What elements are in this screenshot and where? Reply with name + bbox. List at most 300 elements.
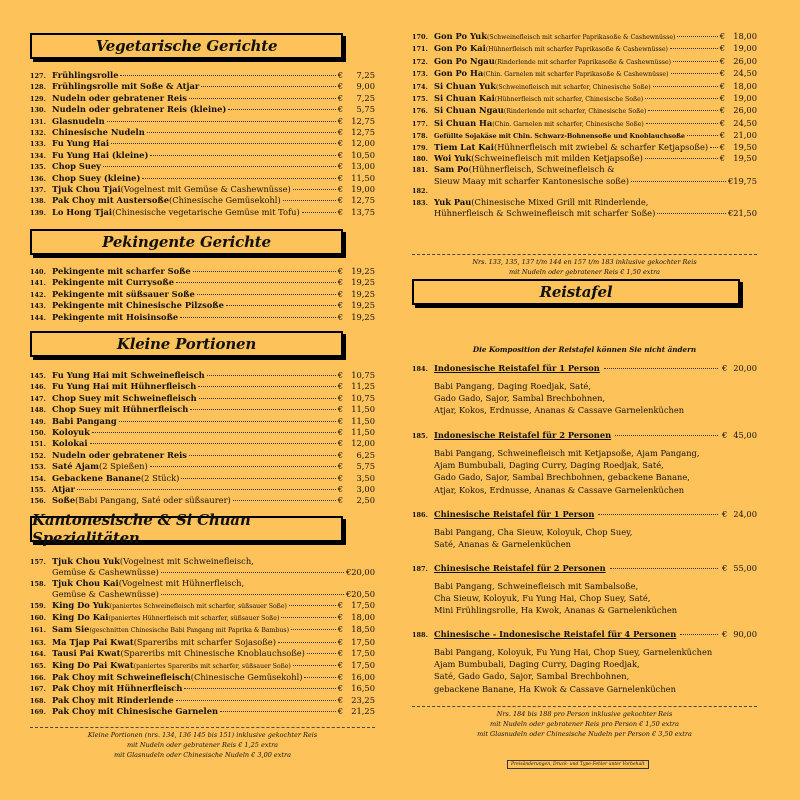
dot-leader [615, 435, 718, 436]
reistafel-heading [412, 430, 757, 442]
reistafel-content-line: Babi Pangang, Schweinefleisch mit Ketjapsoße, Ajam Pangang, [434, 448, 700, 458]
item-description: (Schweinefleisch mit milden Ketjapsoße) [471, 153, 643, 164]
item-price [338, 93, 375, 103]
menu-item [30, 660, 375, 672]
price-value: 3,00 [356, 484, 375, 495]
note-line: Kleine Portionen (nrs. 134, 136 145 bis 151) inklusive gekochter Reis [87, 731, 318, 739]
item-price [338, 683, 375, 693]
item-name: Nudeln oder gebratener Reis [52, 449, 187, 460]
item-name: Frühlingsrolle mit Soße & Atjar [52, 81, 200, 92]
item-price [338, 393, 375, 403]
item-name: Si Chuan Kai [434, 93, 495, 104]
menu-item [30, 381, 375, 392]
menu-item [412, 68, 757, 80]
price-value: 17,50 [351, 636, 375, 647]
item-name: Sam Po [434, 164, 469, 175]
item-name: Gon Po Ha [434, 68, 484, 79]
price-value: 19,25 [351, 288, 375, 299]
item-name: Fu Yung Hai [52, 138, 109, 149]
item-description: (Chinesische vegetarische Gemüse mit Tofu) [112, 206, 300, 217]
price-value: 19,00 [733, 43, 757, 54]
item-name: Glasnudeln [52, 115, 105, 126]
item-price [722, 430, 757, 441]
reistafel-name: Chinesische Reistafel für 2 Personen [434, 563, 606, 573]
currency: € [337, 127, 343, 138]
menu-item [30, 116, 375, 127]
item-number: 177. [412, 119, 428, 128]
item-price [338, 600, 375, 610]
section-header-reistafel [412, 279, 740, 305]
item-number: 159. [30, 601, 46, 610]
note-line: mit Glasnudeln oder Chinesische Nudeln per Person € 3,50 extra [477, 730, 692, 738]
dot-leader [180, 317, 336, 318]
dot-leader [283, 200, 336, 201]
menu-item [412, 43, 757, 55]
reistafel-name: Indonesische Reistafel für 2 Personen [434, 430, 612, 440]
dot-leader [220, 711, 336, 712]
item-name: Gon Po Kai [434, 43, 486, 54]
item-price [728, 208, 757, 218]
item-number: 167. [30, 685, 46, 694]
price-value: 10,75 [351, 392, 375, 403]
item-name: Pekingente mit Hoisinsoße [52, 311, 179, 322]
currency: € [719, 117, 725, 128]
item-name: Tiem Lat Kai [434, 141, 494, 152]
dot-leader [189, 455, 336, 456]
currency: € [337, 288, 343, 299]
menu-item [412, 130, 757, 141]
price-value: 9,00 [356, 81, 375, 92]
currency: € [719, 80, 725, 91]
item-description: (Schweinefleisch mit scharfer, Chinesische Soße) [495, 83, 651, 91]
reistafel-heading [412, 563, 757, 575]
currency: € [337, 495, 343, 506]
currency: € [337, 206, 343, 217]
reistafel-content-line: Atjar, Kokos, Erdnusse, Ananas & Cassave Garnelenküchen [434, 405, 685, 416]
dot-leader [107, 121, 336, 122]
dot-leader [278, 642, 336, 643]
dot-leader [281, 617, 335, 618]
section-title: Pekingente Gerichte [102, 233, 271, 251]
currency: € [337, 266, 343, 276]
reistafel-heading [412, 629, 757, 641]
currency: € [719, 105, 725, 116]
currency: € [337, 81, 343, 92]
price-value: 19,50 [733, 141, 757, 152]
item-description: Gemüse & Cashewnüsse) [52, 567, 159, 578]
item-number: 165. [30, 661, 46, 670]
price-value: 16,50 [351, 683, 375, 694]
currency: € [721, 430, 728, 440]
reistafel-content-line: Babi Pangang, Daging Roedjak, Saté, [434, 381, 591, 391]
dot-leader [150, 155, 335, 156]
item-name: Pekingente mit scharfer Soße [52, 266, 191, 276]
currency: € [345, 567, 352, 578]
dot-leader [198, 386, 335, 387]
item-number: 174. [412, 82, 428, 91]
dot-leader [142, 178, 335, 179]
currency: € [337, 115, 343, 126]
item-name: Soße [52, 495, 76, 506]
item-price [338, 672, 375, 682]
item-number: 127. [30, 72, 46, 80]
item-name: Woi Yuk [434, 153, 472, 164]
price-value: 11,25 [351, 381, 375, 392]
item-description: (paniertes Schweinefleisch mit scharfer, süßsauer Soße) [109, 602, 287, 610]
currency: € [337, 172, 343, 183]
item-description: (Schweinefleisch mit scharfer Paprikasoße & Cashewnüsse) [486, 34, 676, 41]
item-description: (paniertes Spareribs mit scharfer, süßsauer Soße) [133, 662, 291, 670]
item-price [720, 105, 757, 115]
price-value: 11,50 [351, 427, 375, 438]
menu-item [30, 300, 375, 311]
menu-item [30, 138, 375, 149]
item-number: 171. [412, 45, 428, 54]
item-description: (Spareribs mit scharfer Sojasoße) [133, 636, 276, 647]
menu-item [30, 695, 375, 706]
item-price [722, 509, 757, 520]
reistafel-content-line: gebackene Banane, Ha Kwok & Cassave Garnelenküchen [434, 683, 676, 694]
currency: € [337, 694, 343, 705]
menu-item [30, 150, 375, 161]
currency: € [337, 184, 343, 195]
price-value: 11,50 [351, 415, 375, 426]
reistafel-block [412, 509, 757, 550]
currency: € [719, 141, 725, 152]
item-name: Tjuk Chou Yuk [52, 556, 120, 566]
menu-item [30, 624, 375, 636]
item-price [338, 116, 375, 126]
dot-leader [653, 86, 718, 87]
dot-leader [687, 135, 718, 136]
item-number: 131. [30, 117, 46, 126]
reistafel-content-line: Babi Pangang, Cha Sieuw, Koloyuk, Chop Suey, [434, 527, 633, 537]
item-price [338, 104, 375, 114]
menu-item [30, 578, 375, 589]
item-name: Pekingente mit Currysoße [52, 277, 174, 288]
price-value: 12,75 [351, 195, 375, 206]
currency: € [721, 509, 728, 519]
menu-item [30, 93, 375, 104]
item-name: Si Chuan Ha [434, 117, 493, 128]
item-price [338, 438, 375, 448]
item-description: Gemüse & Cashewnüsse) [52, 589, 159, 600]
dot-leader [181, 478, 335, 479]
dot-leader [631, 181, 726, 182]
dot-leader [193, 271, 336, 272]
menu-item [30, 195, 375, 206]
menu-item [412, 164, 757, 175]
dot-leader [671, 73, 718, 74]
price-value: 19,25 [351, 311, 375, 322]
item-price [338, 266, 375, 276]
item-price [346, 589, 375, 599]
dot-leader [604, 368, 718, 369]
item-number: 164. [30, 650, 46, 659]
item-price [338, 695, 375, 705]
currency: € [337, 659, 343, 670]
dot-leader [176, 700, 336, 701]
item-name: Koloyuk [52, 427, 90, 438]
item-number: 156. [30, 497, 46, 506]
menu-item [30, 370, 375, 381]
dot-leader [161, 572, 344, 573]
note-line: mit Nudeln oder gebratener Reis pro Person € 1,50 extra [490, 720, 679, 728]
menu-item [30, 427, 375, 438]
price-value: 19,25 [351, 277, 375, 288]
menu-list-vegetarisch [30, 70, 375, 218]
dot-leader [307, 653, 336, 654]
item-price [338, 660, 375, 670]
menu-item [30, 207, 375, 218]
item-number: 175. [412, 95, 428, 104]
currency: € [345, 589, 352, 600]
item-number: 178. [412, 132, 428, 141]
dot-leader [293, 665, 336, 666]
section-header-vegetarisch [30, 33, 343, 59]
item-name: Gefüllte Sojakäse mit Chin. Schwarz-Bohnensoße und Knoblauchsoße [434, 132, 685, 141]
item-description: (Hühnerfleisch mit scharfer, Chinesische Soße) [494, 96, 644, 104]
item-number: 169. [30, 708, 46, 717]
price-value: 45,00 [733, 430, 757, 440]
menu-item [30, 127, 375, 138]
item-number: 166. [30, 674, 46, 683]
price-value: 2,50 [356, 495, 375, 506]
item-name: Pekingente mit süßsauer Soße [52, 288, 195, 299]
item-number: 183. [412, 198, 428, 207]
note-kleine-portionen [30, 727, 375, 760]
item-number: 139. [30, 208, 46, 217]
price-value: 10,75 [351, 370, 375, 380]
item-description: (geschnitten Chinesische Babi Pangang mit Paprika & Bambus) [89, 627, 289, 635]
currency: € [337, 381, 343, 392]
item-name: Tjuk Chou Kai [52, 577, 119, 588]
price-value: 11,50 [351, 172, 375, 183]
menu-item [30, 438, 375, 449]
item-number: 180. [412, 155, 428, 164]
reistafel-name: Indonesische Reistafel für 1 Person [434, 363, 600, 373]
menu-item [30, 683, 375, 694]
price-value: 21,00 [733, 130, 757, 141]
item-name: Babi Pangang [52, 415, 117, 426]
item-number: 143. [30, 302, 46, 311]
dot-leader [77, 489, 336, 490]
currency: € [337, 195, 343, 206]
item-price [338, 207, 375, 217]
dot-leader [677, 36, 717, 37]
menu-item [412, 31, 757, 43]
dot-leader [189, 98, 336, 99]
dot-leader [648, 110, 717, 111]
currency: € [337, 277, 343, 288]
item-price [338, 300, 375, 310]
currency: € [727, 175, 734, 186]
price-value: 55,00 [733, 563, 757, 573]
item-description: (Spareribs mit Chinesische Knoblauchsoße) [120, 648, 305, 659]
item-description: (paniertes Hühnerfleisch mit scharfer, süßsauer Soße) [108, 615, 280, 623]
currency: € [337, 311, 343, 322]
item-name: Ma Tjap Pai Kwat [52, 636, 134, 647]
dot-leader [197, 294, 336, 295]
price-value: 18,50 [351, 624, 375, 635]
price-value: 13,00 [351, 161, 375, 172]
item-price [338, 195, 375, 205]
price-value: 26,00 [733, 55, 757, 66]
item-number: 153. [30, 463, 46, 472]
price-value: 19,25 [351, 266, 375, 276]
item-price [720, 31, 757, 41]
price-value: 12,00 [351, 138, 375, 149]
item-description: (Hühnerfleisch mit zwiebel & scharfer Ketjapsoße) [493, 141, 709, 152]
item-price [338, 312, 375, 322]
item-name: Saté Ajam [52, 461, 99, 472]
reistafel-block [412, 629, 757, 695]
price-value: 21,50 [733, 208, 757, 219]
dot-leader [646, 123, 718, 124]
menu-item-continuation [412, 208, 757, 218]
currency: € [721, 363, 728, 373]
item-name: Si Chuan Yuk [434, 80, 496, 91]
reistafel-block [412, 430, 757, 496]
currency: € [337, 706, 343, 717]
currency: € [337, 415, 343, 426]
item-price [338, 461, 375, 471]
menu-item [412, 93, 757, 105]
item-price [338, 370, 375, 380]
price-value: 17,50 [351, 659, 375, 670]
item-number: 176. [412, 107, 428, 116]
item-number: 182. [412, 187, 428, 196]
section-title: Vegetarische Gerichte [95, 37, 278, 55]
item-number: 168. [30, 696, 46, 705]
item-price [338, 150, 375, 160]
dot-leader [184, 688, 335, 689]
item-price [338, 416, 375, 426]
currency: € [719, 68, 725, 79]
menu-item [30, 612, 375, 624]
item-name: Chop Suey mit Hühnerfleisch [52, 404, 189, 415]
reistafel-heading [412, 509, 757, 521]
item-price [338, 495, 375, 505]
currency: € [721, 629, 728, 639]
item-price [338, 612, 375, 622]
currency: € [337, 161, 343, 172]
menu-item [30, 266, 375, 277]
item-name: Nudeln oder gebratener Reis [52, 92, 187, 103]
item-name: Pak Choy mit Austersoße [52, 195, 169, 206]
item-description: (Hühnerfleisch mit scharfer Paprikasoße & Cashewnüsse) [485, 46, 668, 54]
item-name: Gon Po Yuk [434, 31, 487, 41]
menu-list-pekingente [30, 266, 375, 323]
currency: € [337, 438, 343, 449]
currency: € [719, 55, 725, 66]
dot-leader [710, 147, 718, 148]
item-name: Tjuk Chou Tjai [52, 184, 121, 195]
menu-item-continuation [30, 567, 375, 577]
item-price [728, 176, 757, 186]
price-value: 21,25 [351, 706, 375, 717]
price-value: 7,25 [356, 70, 375, 80]
currency: € [337, 636, 343, 647]
reistafel-subtitle: Die Komposition der Reistafel können Sie nicht ändern [472, 345, 697, 354]
note-reistafel [412, 706, 757, 739]
dot-leader [610, 568, 718, 569]
reistafel-content-line: Ajam Bumbubali, Daging Curry, Daging Roedjak, [434, 659, 640, 670]
item-price [338, 173, 375, 183]
price-value: 20,00 [351, 567, 375, 578]
item-description: (2 Spießen) [98, 461, 148, 472]
item-price [338, 81, 375, 91]
item-name: Fu Yung Hai (kleine) [52, 149, 149, 160]
currency: € [337, 404, 343, 415]
item-price [338, 404, 375, 414]
item-name: Tausi Pai Kwat [52, 648, 121, 659]
item-description: (Chinesische Gemüsekohl) [190, 672, 303, 683]
price-value: 5,75 [356, 461, 375, 472]
item-price [720, 81, 757, 91]
item-price [722, 629, 757, 640]
item-price [338, 277, 375, 287]
item-price [338, 427, 375, 437]
section-title: Kantonesische & Si Chuan Spezialitäten [32, 511, 251, 547]
item-price [720, 68, 757, 78]
price-value: 13,75 [351, 206, 375, 217]
item-price [338, 289, 375, 299]
dot-leader [289, 605, 336, 606]
dot-leader [293, 189, 336, 190]
item-price [338, 161, 375, 171]
note-line: Nrs. 133, 135, 137 t/m 144 en 157 t/m 183 inklusive gekochter Reis [472, 258, 697, 266]
menu-item [30, 706, 375, 717]
menu-item [412, 142, 757, 153]
item-description: (Chinesische Mixed Grill mit Rinderlende, [471, 196, 649, 207]
menu-item [30, 104, 375, 115]
menu-item [412, 153, 757, 164]
reistafel-content-line: Babi Pangang, Koloyuk, Fu Yung Hai, Chop Suey, Garnelenküchen [434, 647, 713, 657]
item-number: 158. [30, 579, 46, 588]
item-number: 179. [412, 143, 428, 152]
dot-leader [233, 500, 336, 501]
menu-item [30, 484, 375, 495]
menu-item [412, 56, 757, 68]
section-header-kanton [30, 511, 343, 547]
reistafel-content-line: Ajam Bumbubali, Daging Curry, Daging Roedjak, Saté, [434, 460, 664, 471]
item-description: (Babi Pangang, Saté oder süßsaurer) [75, 495, 231, 506]
dot-leader [147, 132, 336, 133]
dot-leader [304, 677, 335, 678]
item-name: Pak Choy mit Chinesische Garnelen [52, 706, 219, 717]
price-value: 12,75 [351, 127, 375, 138]
item-price [720, 93, 757, 103]
menu-item [412, 105, 757, 117]
item-description: (2 Stück) [140, 472, 180, 483]
item-number: 129. [30, 94, 46, 103]
reistafel-content-line: Gado Gado, Sajor, Sambal Brechbohnen, gebackene Banane, [434, 472, 690, 483]
price-value: 12,75 [351, 115, 375, 126]
menu-item [30, 600, 375, 612]
reistafel-name: Chinesische Reistafel für 1 Person [434, 509, 595, 519]
reistafel-content-line: Atjar, Kokos, Erdnusse, Ananas & Cassave Garnelenküchen [434, 484, 685, 495]
menu-item [412, 197, 757, 208]
currency: € [337, 449, 343, 460]
price-value: 3,50 [356, 472, 375, 483]
item-price [720, 43, 757, 53]
item-name: Nudeln oder gebratener Reis (kleine) [52, 104, 227, 115]
dot-leader [111, 143, 336, 144]
dot-leader [673, 61, 718, 62]
currency: € [337, 612, 343, 623]
menu-item-continuation [412, 176, 757, 186]
